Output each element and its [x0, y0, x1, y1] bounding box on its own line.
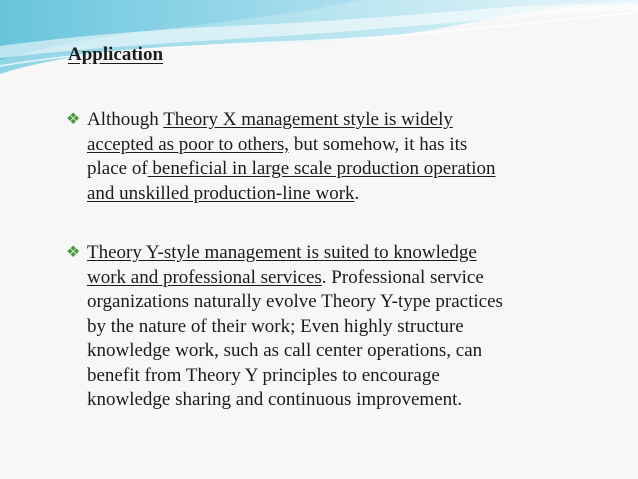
- text-run: Although: [87, 109, 164, 130]
- bullet-line: by the nature of their work; Even highly structure: [87, 315, 464, 337]
- bullet-line: organizations naturally evolve Theory Y-type practices: [87, 291, 503, 312]
- underlined-text: and unskilled production-line work: [87, 182, 355, 204]
- bullet-line: [66, 133, 566, 158]
- bullet-line: [66, 108, 566, 133]
- bullet-line: [66, 241, 566, 266]
- text-run: .: [354, 182, 360, 204]
- underlined-text: Theory Y-style management is suited to knowledge: [87, 242, 477, 263]
- text-run: place of: [87, 158, 148, 179]
- text-run: but somehow, it has its: [289, 133, 468, 155]
- bullet-line: [66, 266, 566, 291]
- bullet-theory-x: [66, 108, 566, 206]
- header-wave-decoration: [0, 0, 638, 80]
- bullet-theory-y: [66, 241, 566, 413]
- bullet-line: knowledge sharing and continuous improvement.: [87, 389, 463, 410]
- bullet-line: [66, 182, 566, 207]
- underlined-text: beneficial in large scale production operation: [147, 158, 496, 179]
- bullet-line: benefit from Theory Y principles to encourage: [87, 364, 440, 386]
- text-run: . Professional service: [321, 266, 484, 288]
- diamond-bullet-icon: ❖: [66, 111, 81, 128]
- bullet-line: knowledge work, such as call center operations, can: [87, 340, 483, 361]
- bullet-line: [66, 157, 566, 182]
- diamond-bullet-icon: ❖: [66, 244, 81, 261]
- underlined-text: Theory X management style is widely: [163, 109, 453, 130]
- underlined-text: accepted as poor to others,: [87, 133, 290, 155]
- underlined-text: work and professional services: [87, 266, 322, 288]
- section-heading: Application: [68, 44, 164, 65]
